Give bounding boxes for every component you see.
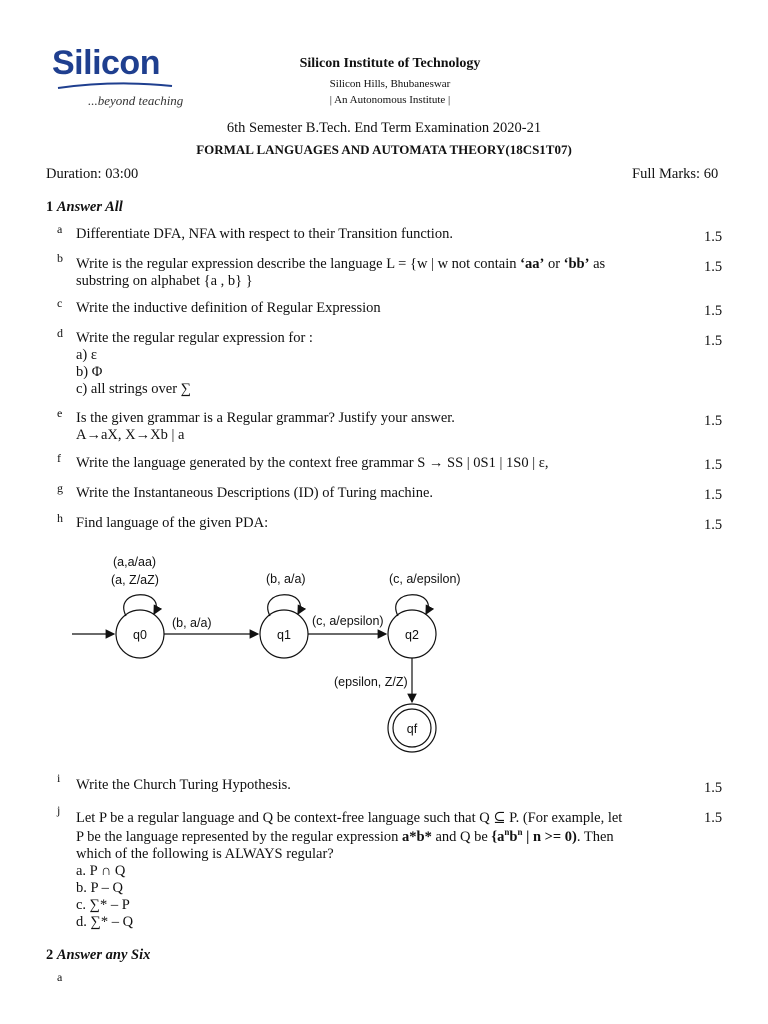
state-label: q0 (133, 628, 147, 642)
question-text: Write the Church Turing Hypothesis. (76, 777, 291, 793)
institute-status: | An Autonomous Institute | (329, 94, 451, 106)
question-letter: d (57, 326, 63, 340)
question-marks: 1.5 (704, 517, 723, 533)
option: a. P ∩ Q (76, 863, 126, 879)
question-text: Let P be a regular language and Q be context-free language such that Q ⊆ P. (For example, let P be the language represented by the regular expression a*b* and Q be {$a^nb^n$ | n >= 0). Then which of the following is ALWAYS regular? a. P ∩ Q b. P – Q c. ∑* – P d. ∑* – Q (76, 807, 676, 931)
question-marks: 1.5 (704, 457, 723, 473)
question-text: Write the regular regular expression for : a) ε b) Φ c) all strings over ∑ (76, 330, 666, 398)
institute-name: Silicon Institute of Technology (299, 56, 481, 71)
question-marks: 1.5 (704, 810, 723, 826)
question-marks: 1.5 (704, 333, 723, 349)
state-label: qf (406, 722, 418, 736)
question-marks: 1.5 (704, 259, 723, 275)
edge-label: (a, Z/aZ) (111, 573, 159, 587)
question-letter: g (57, 481, 63, 495)
section-number: 2 (46, 947, 54, 963)
question-letter: e (57, 406, 63, 420)
edge-label: (c, a/epsilon) (389, 572, 461, 586)
option: b. P – Q (76, 880, 123, 896)
edge-label: (b, a/a) (266, 572, 306, 586)
subject-title: FORMAL LANGUAGES AND AUTOMATA THEORY(18CS1T07) (196, 142, 572, 157)
question-letter: a (57, 970, 63, 984)
option: b) Φ (76, 364, 103, 380)
question-letter: i (57, 771, 61, 785)
option: c) all strings over ∑ (76, 381, 192, 397)
question-text: Write is the regular expression describe the language L = {w | w not contain ‘aa’ or ‘bb’ as substring on alphabet {a , b} } (76, 256, 606, 289)
section-1-heading (46, 199, 123, 216)
question-text: Is the given grammar is a Regular grammar? Justify your answer. A→aX, X→Xb | a (76, 410, 455, 443)
edge-label: (epsilon, Z/Z) (334, 675, 408, 689)
edge-label: (c, a/epsilon) (312, 614, 384, 628)
question-marks: 1.5 (704, 303, 723, 319)
option: d. ∑* – Q (76, 914, 134, 930)
question-text: Differentiate DFA, NFA with respect to their Transition function. (76, 226, 453, 242)
question-text: Write the Instantaneous Descriptions (ID) of Turing machine. (76, 485, 434, 501)
section-title: Answer All (56, 199, 123, 215)
state-label: q1 (277, 628, 291, 642)
exam-title: 6th Semester B.Tech. End Term Examination 2020-21 (226, 120, 542, 136)
pda-diagram (60, 550, 480, 765)
question-text: Write the language generated by the context free grammar S → SS | 0S1 | 1S0 | ε, (76, 455, 549, 471)
question-text: Write the inductive definition of Regular Expression (76, 300, 381, 316)
section-title: Answer any Six (56, 947, 151, 963)
question-letter: f (57, 451, 61, 465)
edge-label: (b, a/a) (172, 616, 212, 630)
section-number: 1 (46, 199, 54, 215)
institute-logo: Silicon (52, 44, 160, 82)
section-2-heading (46, 947, 150, 964)
question-letter: j (57, 803, 61, 817)
question-letter: b (57, 251, 63, 265)
edge-label: (a,a/aa) (113, 555, 157, 569)
duration: Duration: 03:00 (46, 166, 139, 182)
question-marks: 1.5 (704, 229, 723, 245)
question-letter: c (57, 296, 63, 310)
question-letter: h (57, 511, 63, 525)
institute-address: Silicon Hills, Bhubaneswar (329, 78, 451, 90)
question-text: Find language of the given PDA: (76, 515, 269, 531)
option: c. ∑* – P (76, 897, 130, 913)
option: a) ε (76, 347, 97, 363)
question-marks: 1.5 (704, 487, 723, 503)
logo-tagline: ...beyond teaching (88, 93, 184, 108)
question-marks: 1.5 (704, 413, 723, 429)
question-letter: a (57, 222, 63, 236)
state-label: q2 (405, 628, 419, 642)
full-marks: Full Marks: 60 (632, 166, 719, 182)
question-marks: 1.5 (704, 780, 723, 796)
